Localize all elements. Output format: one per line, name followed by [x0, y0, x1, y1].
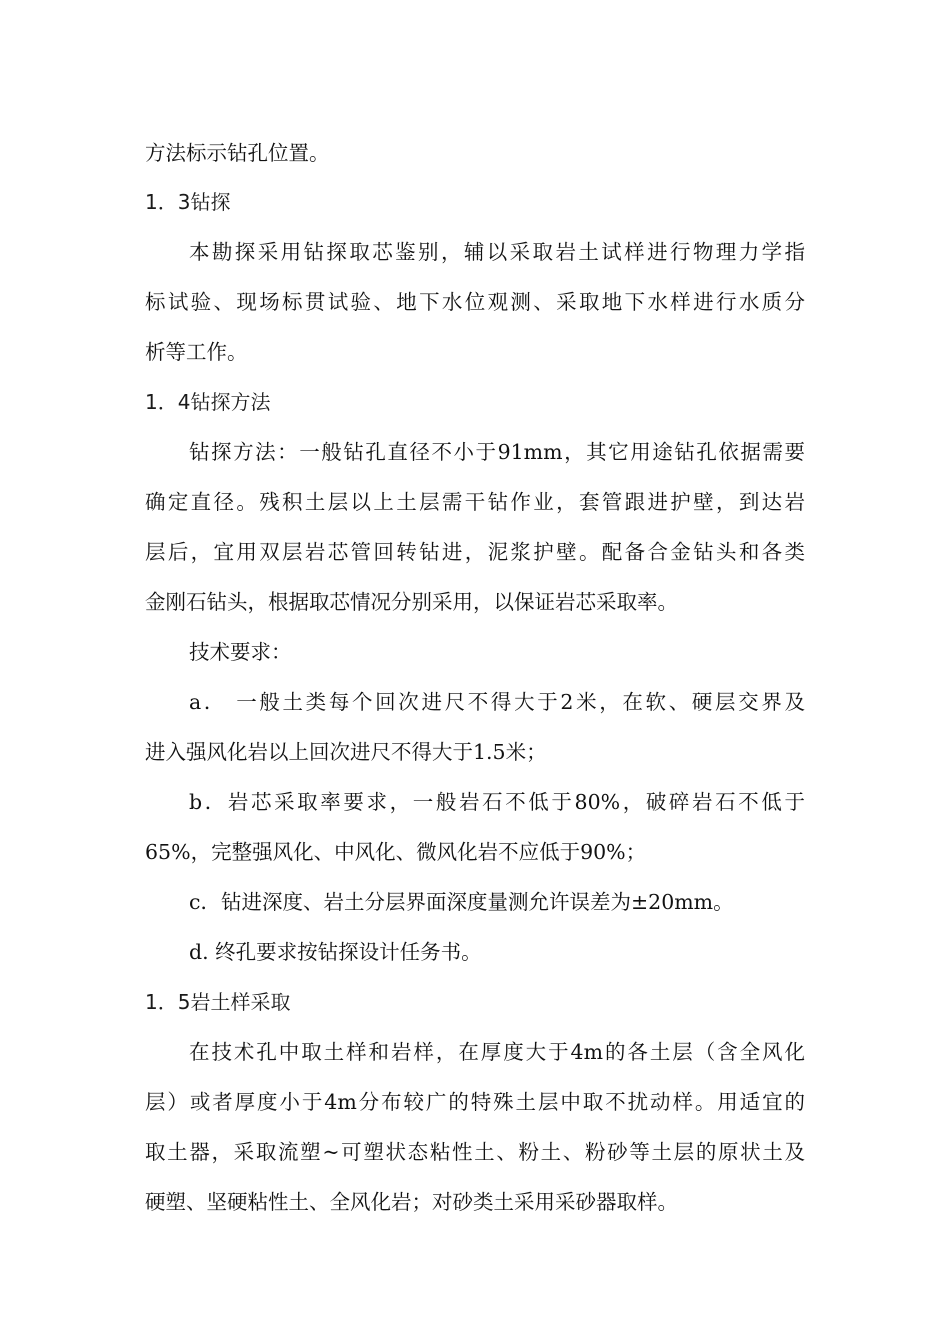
paragraph-line: 在技术孔中取土样和岩样，在厚度大于4m的各土层（含全风化: [189, 1040, 805, 1064]
list-item-d: d. 终孔要求按钻探设计任务书。: [189, 940, 482, 964]
paragraph-line: 确定直径。残积土层以上土层需干钻作业，套管跟进护壁，到达岩: [145, 490, 805, 514]
paragraph-line: 硬塑、坚硬粘性土、全风化岩；对砂类土采用采砂器取样。: [145, 1190, 678, 1214]
paragraph-line: 取土器，采取流塑~可塑状态粘性土、粉土、粉砂等土层的原状土及: [145, 1140, 805, 1164]
list-item-a-line: 进入强风化岩以上回次进尺不得大于1.5米；: [145, 740, 547, 764]
paragraph-line: 本勘探采用钻探取芯鉴别，辅以采取岩土试样进行物理力学指: [189, 240, 805, 264]
section-heading-1-4: 1．4钻探方法: [145, 390, 271, 414]
paragraph-line: 层后，宜用双层岩芯管回转钻进，泥浆护壁。配备合金钻头和各类: [145, 540, 805, 564]
paragraph-continuation-line: 方法标示钻孔位置。: [145, 141, 330, 165]
list-item-c: c．钻进深度、岩土分层界面深度量测允许误差为±20mm。: [189, 890, 734, 914]
paragraph-line: 析等工作。: [145, 340, 248, 364]
paragraph-line: 技术要求：: [189, 640, 292, 664]
paragraph-line: 标试验、现场标贯试验、地下水位观测、采取地下水样进行水质分: [145, 290, 805, 314]
section-heading-1-3: 1．3钻探: [145, 190, 231, 214]
list-item-b-line: b．岩芯采取率要求，一般岩石不低于80%，破碎岩石不低于: [189, 790, 805, 814]
paragraph-line: 金刚石钻头，根据取芯情况分别采用，以保证岩芯采取率。: [145, 590, 678, 614]
list-item-a-line: a． 一般土类每个回次进尺不得大于2米，在软、硬层交界及: [189, 690, 805, 714]
paragraph-line: 钻探方法：一般钻孔直径不小于91mm，其它用途钻孔依据需要: [189, 440, 805, 464]
list-item-b-line: 65%，完整强风化、中风化、微风化岩不应低于90%；: [145, 840, 647, 864]
section-heading-1-5: 1．5岩土样采取: [145, 990, 291, 1014]
paragraph-line: 层）或者厚度小于4m分布较广的特殊土层中取不扰动样。用适宜的: [145, 1090, 805, 1114]
